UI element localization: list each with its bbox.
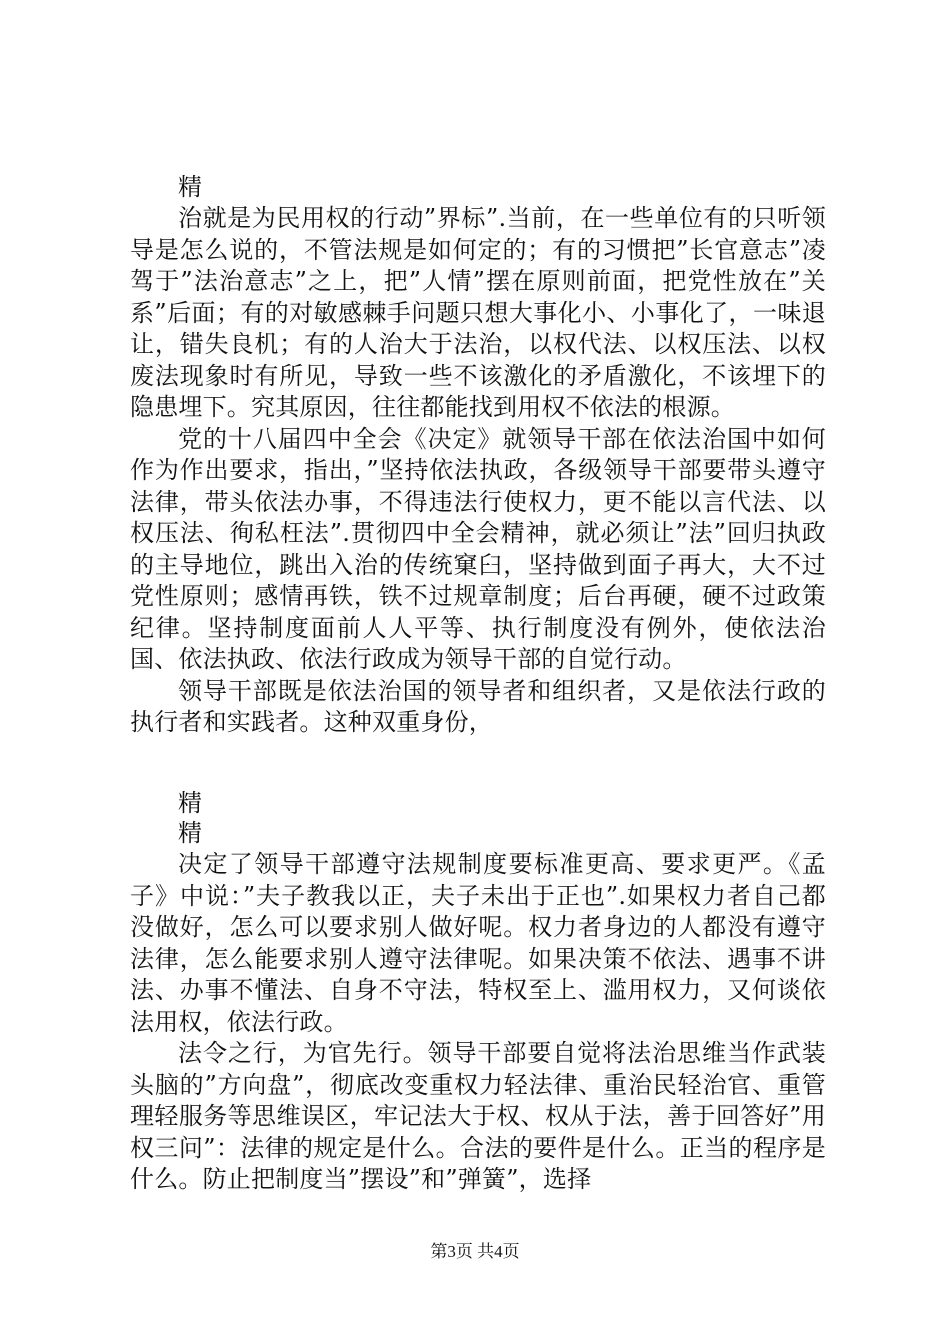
- paragraph: 领导干部既是依法治国的领导者和组织者，又是依法行政的执行者和实践者。这种双重身份，: [130, 676, 826, 736]
- body-text-block-1: [130, 203, 826, 739]
- paragraph: 治就是为民用权的行动”界标”.当前，在一些单位有的只听领导是怎么说的，不管法规是如何定的；有的习惯把”长官意志”凌驾于”法治意志”之上，把”人情”摆在原则前面，把党性放在”关系”后面；有的对敏感棘手问题只想大事化小、小事化了，一味退让，错失良机；有的人治大于法治，以权代法、以权压法、以权废法现象时有所见，导致一些不该激化的矛盾激化，不该埋下的隐患埋下。究其原因，往往都能找到用权不依法的根源。: [130, 204, 826, 421]
- page-number-footer: 第3页 共4页: [430, 1242, 520, 1261]
- section-marker: 精: [178, 173, 202, 201]
- paragraph: 决定了领导干部遵守法规制度要标准更高、要求更严。《孟子》中说：”夫子教我以正，夫子未出于正也”.如果权力者自己都没做好，怎么可以要求别人做好呢。权力者身边的人都没有遵守法律，怎么能要求别人遵守法律呢。如果决策不依法、遇事不讲法、办事不懂法、自身不守法，特权至上、滥用权力，又何谈依法用权，依法行政。: [130, 850, 826, 1036]
- section-marker: 精: [178, 819, 202, 847]
- body-text-block-2: [130, 849, 826, 1196]
- paragraph: 党的十八届四中全会《决定》就领导干部在依法治国中如何作为作出要求，指出，”坚持依法执政，各级领导干部要带头遵守法律，带头依法办事，不得违法行使权力，更不能以言代法、以权压法、徇私枉法”.贯彻四中全会精神，就必须让”法”回归执政的主导地位，跳出入治的传统窠臼，坚持做到面子再大，大不过党性原则；感情再铁，铁不过规章制度；后台再硬，硬不过政策纪律。坚持制度面前人人平等、执行制度没有例外，使依法治国、依法执政、依法行政成为领导干部的自觉行动。: [130, 424, 826, 673]
- paragraph: 法令之行，为官先行。领导干部要自觉将法治思维当作武装头脑的”方向盘”，彻底改变重权力轻法律、重治民轻治官、重管理轻服务等思维误区，牢记法大于权、权从于法，善于回答好”用权三问”：法律的规定是什么。合法的要件是什么。正当的程序是什么。防止把制度当”摆设”和”弹簧”，选择: [130, 1039, 826, 1193]
- section-marker: 精: [178, 789, 202, 817]
